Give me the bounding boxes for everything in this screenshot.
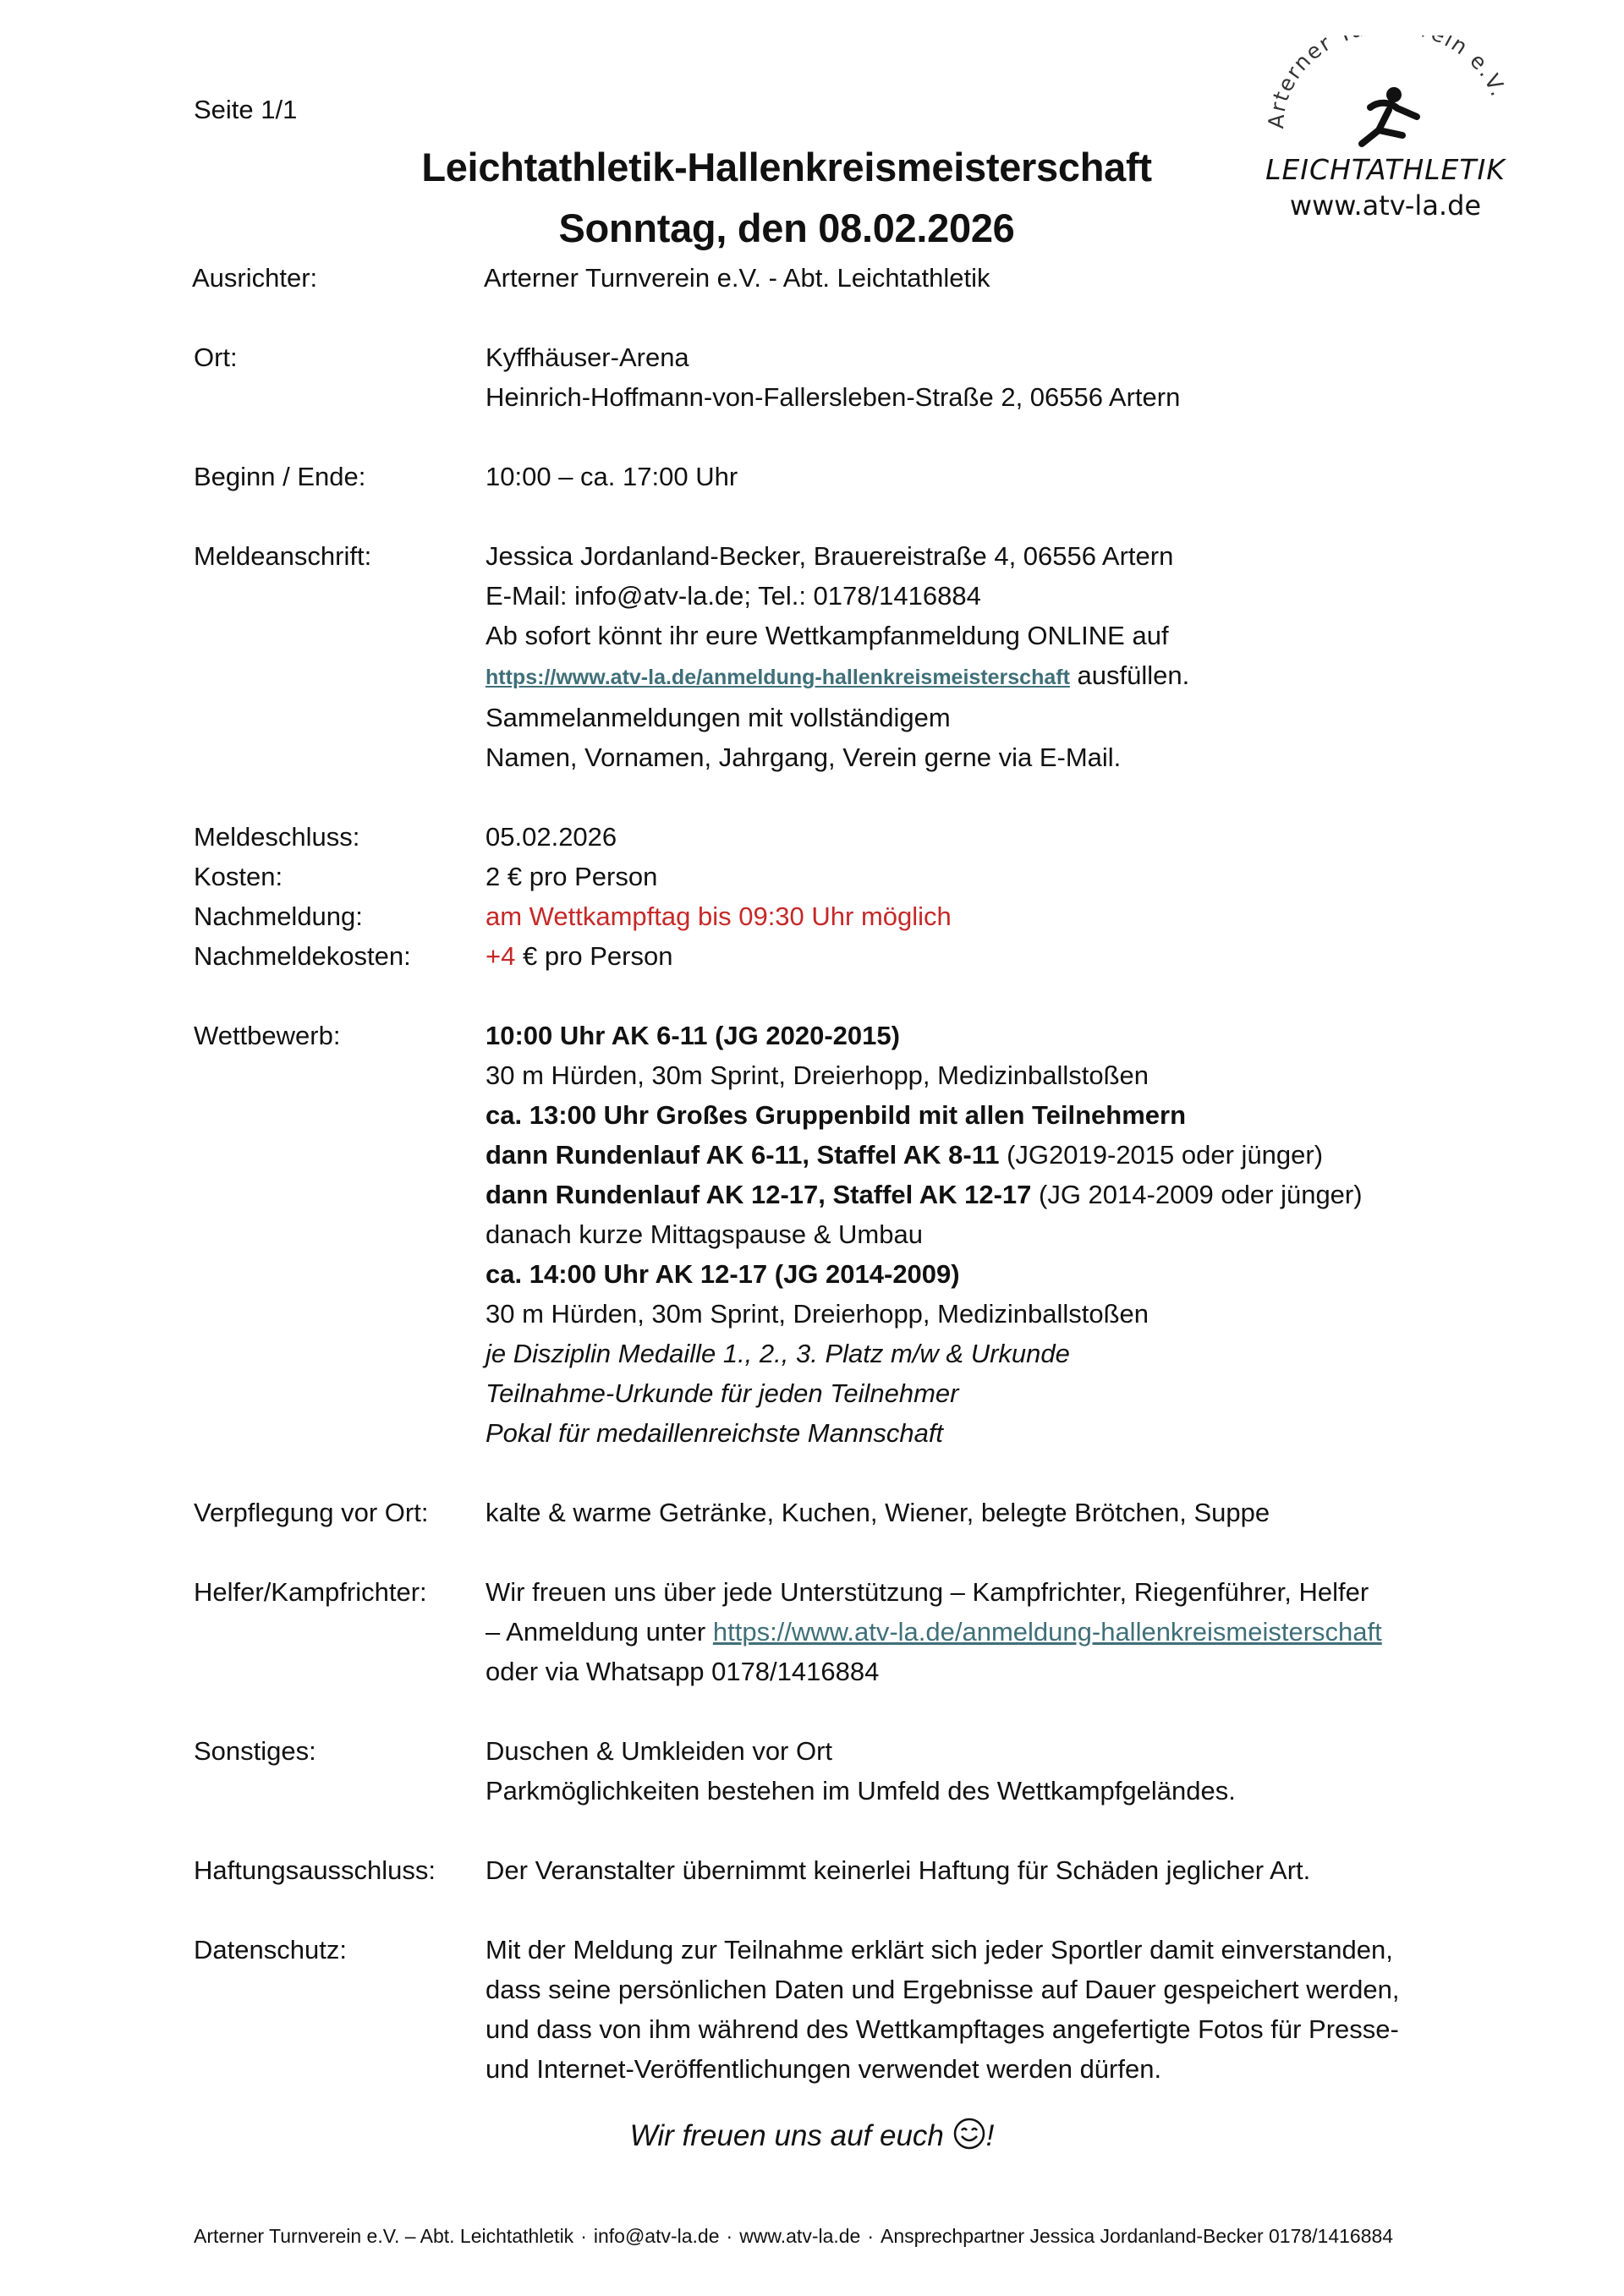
- wettbewerb-rundenlauf2-jg: (JG 2014-2009 oder jünger): [1031, 1180, 1363, 1209]
- smiley-icon: [952, 2117, 986, 2158]
- row-helfer: [194, 1572, 1496, 1691]
- logo-main-text: LEICHTATHLETIK: [1265, 153, 1506, 186]
- helfer-label: Helfer/Kampfrichter:: [194, 1577, 427, 1607]
- logo-url-text: www.atv-la.de: [1289, 189, 1482, 222]
- kosten-value: 2 € pro Person: [486, 862, 658, 891]
- wettbewerb-disciplines2: 30 m Hürden, 30m Sprint, Dreierhopp, Medizinballstoßen: [486, 1299, 1149, 1329]
- helfer-line2-prefix: – Anmeldung unter: [486, 1617, 713, 1647]
- row-ausrichter: [194, 258, 1496, 298]
- row-meldeanschrift: [194, 536, 1496, 777]
- sonstiges-line1: Duschen & Umkleiden vor Ort: [486, 1736, 833, 1766]
- verpflegung-value: kalte & warme Getränke, Kuchen, Wiener, belegte Brötchen, Suppe: [486, 1498, 1270, 1527]
- beginn-value: 10:00 – ca. 17:00 Uhr: [486, 462, 738, 491]
- datenschutz-line2: dass seine persönlichen Daten und Ergebnisse auf Dauer gespeichert werden,: [486, 1975, 1400, 2004]
- footer-org: Arterner Turnverein e.V. – Abt. Leichtathletik: [194, 2225, 574, 2247]
- page-number: Seite 1/1: [194, 95, 298, 124]
- nachmeldekosten-rest: € pro Person: [515, 941, 673, 971]
- sonstiges-line2: Parkmöglichkeiten bestehen im Umfeld des Wettkampfgeländes.: [486, 1776, 1236, 1806]
- registration-link[interactable]: https://www.atv-la.de/anmeldung-hallenkreismeisterschaft: [486, 666, 1070, 689]
- nachmeldekosten-amount: +4: [486, 941, 516, 971]
- helper-registration-link[interactable]: https://www.atv-la.de/anmeldung-hallenkreismeisterschaft: [712, 1617, 1382, 1647]
- meldeschluss-label: Meldeschluss:: [194, 822, 360, 852]
- wettbewerb-label: Wettbewerb:: [194, 1021, 341, 1050]
- meldeschluss-value: 05.02.2026: [486, 822, 617, 852]
- wettbewerb-pause: danach kurze Mittagspause & Umbau: [486, 1219, 923, 1249]
- datenschutz-line4: und Internet-Veröffentlichungen verwendet werden dürfen.: [486, 2054, 1162, 2084]
- footer-separator: ·: [726, 2225, 733, 2247]
- wettbewerb-disciplines1: 30 m Hürden, 30m Sprint, Dreierhopp, Medizinballstoßen: [486, 1060, 1149, 1090]
- datenschutz-line3: und dass von ihm während des Wettkampftages angefertigte Fotos für Presse-: [486, 2014, 1399, 2044]
- row-nachmeldung: [194, 896, 1496, 936]
- row-ort: [194, 337, 1496, 417]
- footer-email: info@atv-la.de: [593, 2225, 720, 2247]
- meldeanschrift-online-text: Ab sofort könnt ihr eure Wettkampfanmeldung ONLINE auf: [486, 621, 1169, 650]
- meldeanschrift-sammel-detail: Namen, Vornamen, Jahrgang, Verein gerne via E-Mail.: [486, 743, 1122, 772]
- nachmeldung-value: am Wettkampftag bis 09:30 Uhr möglich: [486, 901, 952, 931]
- meldeanschrift-suffix: ausfüllen.: [1069, 660, 1190, 690]
- wettbewerb-rundenlauf2: dann Rundenlauf AK 12-17, Staffel AK 12-17: [486, 1180, 1032, 1209]
- document-subtitle: Sonntag, den 08.02.2026: [558, 205, 1015, 250]
- ort-label: Ort:: [194, 342, 238, 372]
- footer-separator: ·: [867, 2225, 875, 2247]
- footer-web: www.atv-la.de: [739, 2225, 861, 2247]
- ausrichter-label: Ausrichter:: [192, 263, 318, 293]
- wettbewerb-rundenlauf1-jg: (JG2019-2015 oder jünger): [999, 1140, 1324, 1170]
- helfer-line1: Wir freuen uns über jede Unterstützung – Kampfrichter, Riegenführer, Helfer: [486, 1577, 1369, 1607]
- info-table: [194, 258, 1496, 2089]
- ort-address: Heinrich-Hoffmann-von-Fallersleben-Straße 2, 06556 Artern: [486, 382, 1181, 412]
- footer-contact: Ansprechpartner Jessica Jordanland-Becker 0178/1416884: [881, 2225, 1394, 2247]
- wettbewerb-medals: je Disziplin Medaille 1., 2., 3. Platz m/w & Urkunde: [486, 1339, 1070, 1368]
- helfer-line3: oder via Whatsapp 0178/1416884: [486, 1657, 880, 1686]
- row-meldeschluss: [194, 817, 1496, 857]
- nachmeldekosten-label: Nachmeldekosten:: [194, 941, 411, 971]
- row-datenschutz: [194, 1930, 1496, 2089]
- meldeanschrift-contact: E-Mail: info@atv-la.de; Tel.: 0178/1416884: [486, 581, 981, 611]
- row-wettbewerb: [194, 1016, 1496, 1453]
- closing-suffix: !: [985, 2119, 995, 2152]
- page-footer: [194, 2225, 1393, 2248]
- meldeanschrift-label: Meldeanschrift:: [194, 541, 372, 571]
- club-logo: [1243, 36, 1522, 230]
- kosten-label: Kosten:: [194, 862, 283, 891]
- meldeanschrift-sammel: Sammelanmeldungen mit vollständigem: [486, 703, 951, 732]
- ort-venue: Kyffhäuser-Arena: [486, 342, 689, 372]
- row-haftung: [194, 1850, 1496, 1890]
- runner-icon: [1362, 87, 1417, 144]
- verpflegung-label: Verpflegung vor Ort:: [194, 1498, 429, 1527]
- wettbewerb-session2: ca. 14:00 Uhr AK 12-17 (JG 2014-2009): [486, 1259, 960, 1289]
- haftung-label: Haftungsausschluss:: [194, 1855, 436, 1885]
- datenschutz-label: Datenschutz:: [194, 1935, 347, 1964]
- ausrichter-value: Arterner Turnverein e.V. - Abt. Leichtathletik: [484, 263, 990, 293]
- logo-arc-text: Arterner in e.V.: [1264, 36, 1512, 129]
- row-kosten: [194, 857, 1496, 896]
- meldeanschrift-address: Jessica Jordanland-Becker, Brauereistraße 4, 06556 Artern: [486, 541, 1174, 571]
- nachmeldung-label: Nachmeldung:: [194, 901, 363, 931]
- wettbewerb-groupphoto: ca. 13:00 Uhr Großes Gruppenbild mit allen Teilnehmern: [486, 1100, 1187, 1130]
- row-beginn: [194, 457, 1496, 496]
- row-sonstiges: [194, 1731, 1496, 1811]
- row-nachmeldekosten: [194, 936, 1496, 976]
- closing-text: Wir freuen uns auf euch: [629, 2119, 952, 2152]
- datenschutz-line1: Mit der Meldung zur Teilnahme erklärt sich jeder Sportler damit einverstanden,: [486, 1935, 1393, 1964]
- wettbewerb-certificate: Teilnahme-Urkunde für jeden Teilnehmer: [486, 1378, 959, 1408]
- footer-separator: ·: [580, 2225, 587, 2247]
- sonstiges-label: Sonstiges:: [194, 1736, 316, 1766]
- wettbewerb-session1: 10:00 Uhr AK 6-11 (JG 2020-2015): [486, 1021, 900, 1050]
- closing-message: [0, 2117, 1624, 2158]
- wettbewerb-rundenlauf1: dann Rundenlauf AK 6-11, Staffel AK 8-11: [486, 1140, 1000, 1170]
- haftung-value: Der Veranstalter übernimmt keinerlei Haftung für Schäden jeglicher Art.: [486, 1855, 1311, 1885]
- row-verpflegung: [194, 1493, 1496, 1532]
- document-title: Leichtathletik-Hallenkreismeisterschaft: [421, 145, 1152, 189]
- wettbewerb-trophy: Pokal für medaillenreichste Mannschaft: [486, 1418, 944, 1448]
- beginn-label: Beginn / Ende:: [194, 462, 366, 491]
